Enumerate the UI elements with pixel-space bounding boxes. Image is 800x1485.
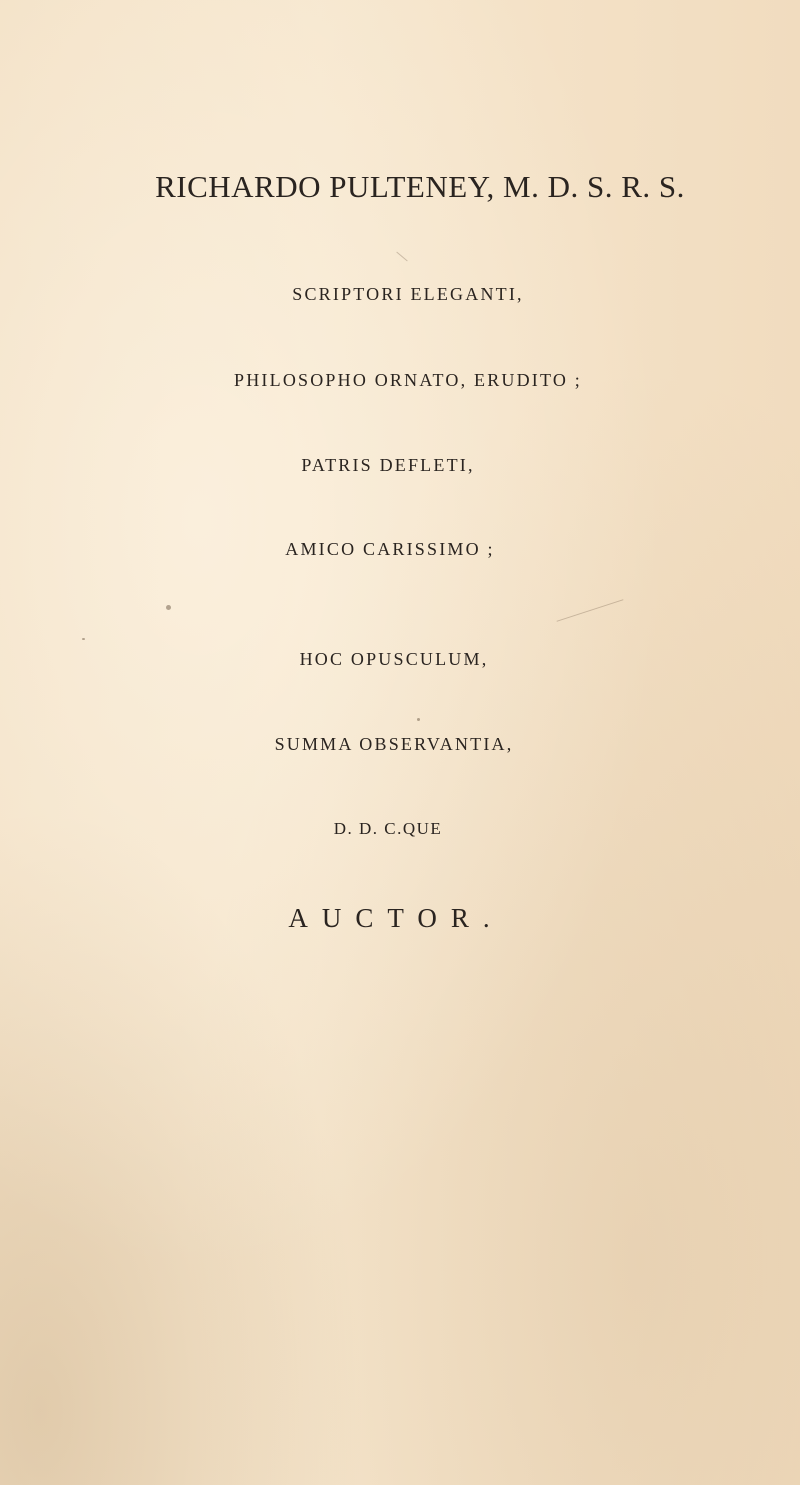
dedication-line-3: PATRIS DEFLETI, — [301, 455, 475, 475]
dedication-line-7: D. D. C.QUE — [333, 819, 443, 838]
dedication-line-6: SUMMA OBSERVANTIA, — [274, 734, 514, 754]
author-signature: AUCTOR. — [288, 903, 504, 933]
paper-mark — [396, 252, 407, 262]
paper-speck — [166, 605, 171, 610]
dedication-title: RICHARDO PULTENEY, M. D. S. R. S. — [155, 169, 685, 204]
dedication-line-4: AMICO CARISSIMO ; — [285, 539, 495, 559]
paper-speck — [417, 718, 420, 721]
paper-mark — [557, 599, 624, 622]
paper-speck — [82, 638, 85, 640]
dedication-line-1: SCRIPTORI ELEGANTI, — [292, 284, 524, 304]
dedication-line-5: HOC OPUSCULUM, — [299, 649, 489, 669]
dedication-line-2: PHILOSOPHO ORNATO, ERUDITO ; — [234, 370, 582, 390]
